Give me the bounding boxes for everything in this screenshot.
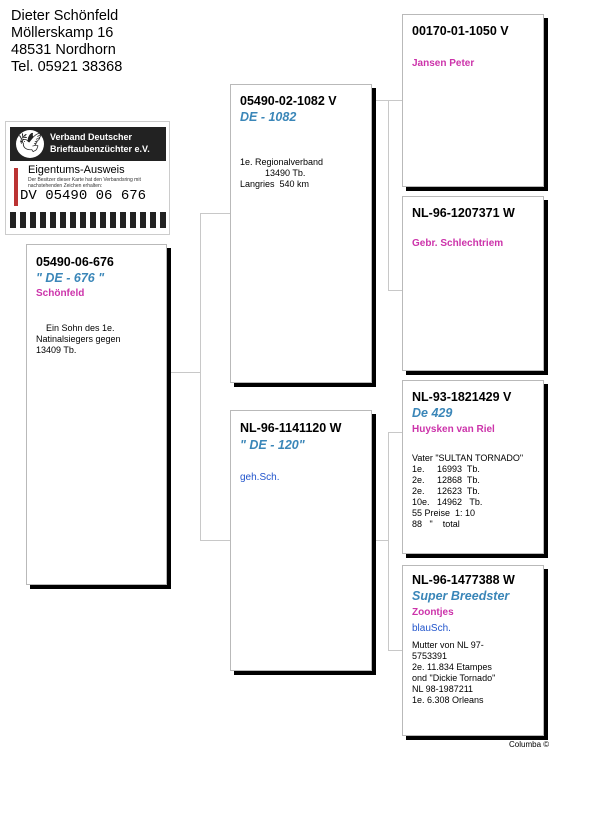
card-marker (14, 168, 18, 206)
pedigree-card-subject (26, 244, 167, 585)
connector (388, 290, 402, 291)
ring-number: NL-96-1141120 W (240, 421, 342, 435)
ring-number: 05490-06-676 (36, 255, 114, 269)
pedigree-card-dam (230, 410, 372, 671)
card-ring-number: DV 05490 06 676 (20, 188, 147, 204)
ring-number: 00170-01-1050 V (412, 24, 509, 38)
owner-phone: Tel. 05921 38368 (11, 59, 123, 75)
connector (373, 540, 388, 541)
pedigree-card-dam-dam (402, 565, 544, 736)
connector (388, 650, 402, 651)
pigeon-color: blauSch. (412, 623, 451, 634)
pigeon-info: Vater "SULTAN TORNADO" 1e. 16993 Tb. 2e. 12868 Tb. 2e. 12623 Tb. 10e. 14962 Tb. 55 Preise 1: 10 88 " total (412, 453, 524, 529)
ring-number: NL-93-1821429 V (412, 390, 512, 404)
pigeon-info: 1e. Regionalverband 13490 Tb. Langries 540 km (240, 157, 324, 189)
pigeon-name: DE - 1082 (240, 110, 297, 124)
ring-number: NL-96-1477388 W (412, 573, 515, 587)
pedigree-card-sire (230, 84, 372, 383)
pedigree-card-dam-sire (402, 380, 544, 554)
owner-address (11, 8, 122, 76)
ring-number: 05490-02-1082 V (240, 94, 337, 108)
card-stripe (10, 212, 166, 228)
pigeon-info: Ein Sohn des 1e. Natinalsiegers gegen 13409 Tb. (36, 323, 121, 355)
copyright-footer: Columba © (509, 740, 550, 749)
breeder-name: Huysken van Riel (412, 424, 495, 435)
connector (388, 100, 402, 101)
pigeon-name: Super Breedster (412, 589, 510, 603)
pigeon-name: De 429 (412, 406, 453, 420)
pedigree-card-sire-sire (402, 14, 544, 187)
ring-number: NL-96-1207371 W (412, 206, 515, 220)
connector (200, 213, 201, 540)
owner-city: 48531 Nordhorn (11, 42, 116, 58)
connector (200, 540, 230, 541)
card-subtitle: Der Besitzer dieser Karte hat den Verbandsring mit nachstehenden Zeichen erhalten: (28, 177, 141, 189)
pigeon-info: Mutter von NL 97- 5753391 2e. 11.834 Etampes ond "Dickie Tornado" NL 98-1987211 1e. 6.308 Orleans (412, 640, 496, 705)
breeder-name: Schönfeld (36, 288, 85, 299)
connector (388, 432, 402, 433)
owner-street: Möllerskamp 16 (11, 25, 114, 41)
connector (200, 213, 230, 214)
pigeon-name: " DE - 120" (240, 438, 305, 452)
breeder-name: Jansen Peter (412, 58, 475, 69)
breeder-name: Gebr. Schlechtriem (412, 238, 504, 249)
breeder-name: Zoontjes (412, 607, 454, 618)
org-name: Verband Deutscher Brieftaubenzüchter e.V. (50, 132, 150, 154)
ownership-card (5, 121, 170, 235)
connector (373, 100, 388, 101)
connector (388, 100, 389, 291)
card-title: Eigentums-Ausweis (28, 164, 125, 176)
connector (170, 372, 200, 373)
connector (388, 432, 389, 650)
pigeon-color: geh.Sch. (240, 472, 280, 483)
owner-name: Dieter Schönfeld (11, 8, 119, 24)
pigeon-name: " DE - 676 " (36, 271, 105, 285)
pedigree-card-sire-dam (402, 196, 544, 371)
card-header (10, 127, 166, 161)
dove-icon: 🕊 (16, 130, 44, 158)
